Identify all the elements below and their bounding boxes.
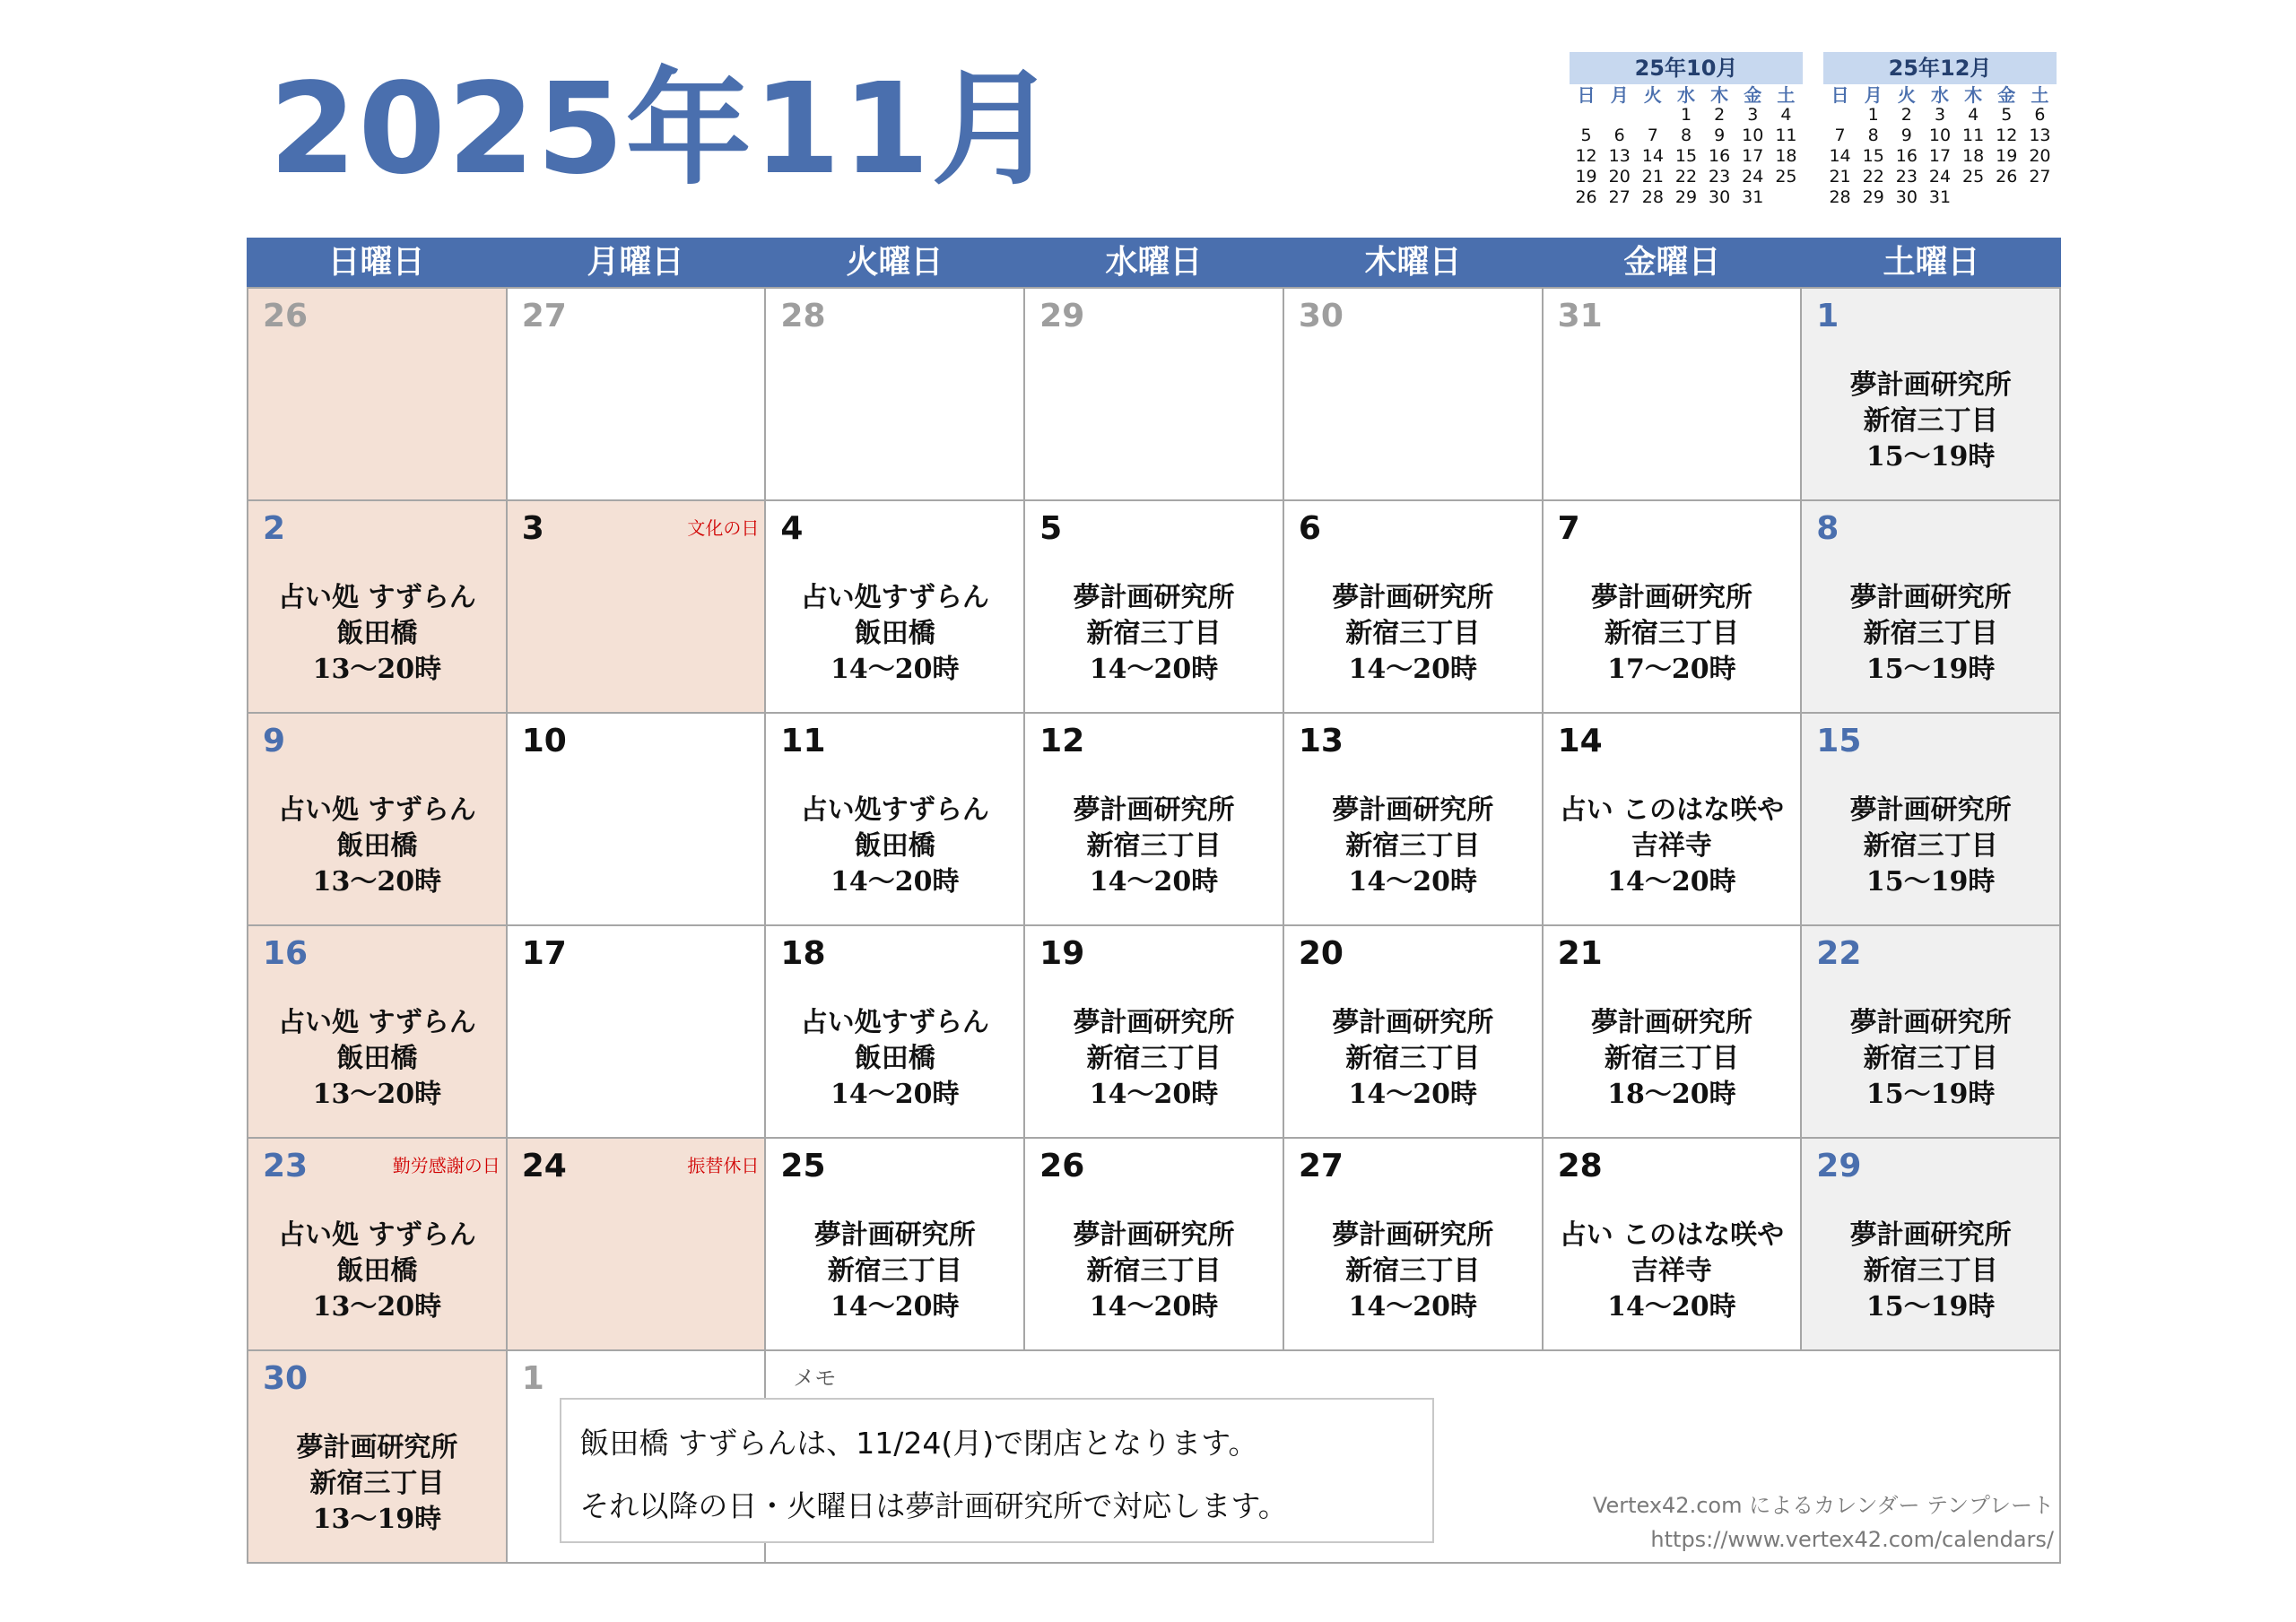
event-line: 14〜20時	[831, 654, 960, 685]
event-text	[248, 1430, 506, 1538]
event-line: 14〜20時	[1089, 1291, 1219, 1323]
day-cell[interactable]	[1802, 289, 2061, 501]
weekday-header: 金曜日	[1623, 244, 1721, 281]
day-number: 16	[263, 935, 309, 972]
credit-line: Vertex42.com によるカレンダー テンプレート	[1592, 1493, 2054, 1518]
mini-day: 23	[1895, 167, 1918, 186]
mini-day: 30	[1709, 187, 1731, 207]
mini-weekday: 土	[2031, 84, 2049, 106]
day-cell[interactable]	[248, 714, 508, 926]
event-line: 飯田橋	[336, 830, 418, 862]
mini-day: 21	[1641, 167, 1664, 186]
event-line: 占い処すずらん	[800, 794, 989, 826]
event-text	[1544, 1005, 1801, 1113]
day-cell[interactable]	[1025, 926, 1284, 1139]
mini-day: 15	[1862, 146, 1884, 166]
day-number: 26	[263, 298, 309, 334]
event-line: 新宿三丁目	[1345, 618, 1481, 649]
mini-day: 9	[1900, 126, 1912, 145]
event-line: 13〜20時	[312, 1079, 442, 1110]
mini-day: 17	[1742, 146, 1764, 166]
mini-day: 3	[1747, 105, 1759, 125]
mini-day: 2	[1714, 105, 1726, 125]
event-line: 新宿三丁目	[1345, 1255, 1481, 1287]
event-line: 15〜19時	[1866, 441, 1996, 473]
event-line: 18〜20時	[1607, 1079, 1736, 1110]
mini-day: 16	[1709, 146, 1731, 166]
event-line: 新宿三丁目	[1863, 830, 1998, 862]
event-line: 13〜20時	[312, 654, 442, 685]
mini-day: 18	[1962, 146, 1985, 166]
event-line: 飯田橋	[336, 1043, 418, 1074]
mini-day: 4	[1968, 105, 1979, 125]
event-text	[1544, 793, 1801, 900]
holiday-label: 勤労感謝の日	[392, 1155, 500, 1176]
mini-day: 5	[1580, 126, 1592, 145]
event-text	[1025, 793, 1283, 900]
day-cell[interactable]	[1544, 714, 1803, 926]
credit	[1593, 1488, 2054, 1557]
mini-day: 2	[1900, 105, 1912, 125]
mini-day: 24	[1742, 167, 1764, 186]
day-cell[interactable]	[1284, 714, 1544, 926]
mini-day	[1957, 187, 1990, 208]
mini-day: 6	[2034, 105, 2046, 125]
mini-day: 8	[1867, 126, 1879, 145]
day-cell[interactable]	[766, 501, 1025, 714]
event-text	[1025, 1005, 1283, 1113]
day-number: 20	[1298, 935, 1344, 972]
day-number: 7	[1557, 510, 1580, 547]
month-calendar	[247, 238, 2061, 1564]
event-line: 14〜20時	[1348, 654, 1477, 685]
weekday-header-row	[247, 238, 2061, 287]
day-number: 26	[1039, 1148, 1085, 1184]
event-line: 夢計画研究所	[1849, 582, 2012, 613]
mini-day: 19	[1996, 146, 2018, 166]
mini-day: 21	[1829, 167, 1851, 186]
day-cell[interactable]	[508, 289, 767, 501]
mini-day: 22	[1674, 167, 1698, 186]
event-line: 14〜20時	[1348, 1079, 1477, 1110]
day-cell[interactable]	[1025, 1139, 1284, 1351]
day-number: 17	[521, 935, 567, 972]
event-line: 15〜19時	[1866, 1079, 1996, 1110]
event-line: 夢計画研究所	[1332, 794, 1494, 826]
event-line: 14〜20時	[831, 1079, 960, 1110]
mini-calendar-october	[1570, 52, 1803, 208]
mini-day: 25	[1775, 167, 1797, 186]
event-line: 新宿三丁目	[1345, 1043, 1481, 1074]
mini-day: 12	[1996, 126, 2018, 145]
memo-line: 飯田橋 すずらんは、11/24(月)で閉店となります。	[579, 1426, 1258, 1461]
event-line: 占い処すずらん	[800, 582, 989, 613]
mini-day: 11	[1775, 126, 1797, 145]
event-text	[1284, 1218, 1542, 1325]
mini-weekday: 金	[1997, 84, 2016, 106]
event-line: 新宿三丁目	[1863, 618, 1998, 649]
mini-weekday: 月	[1864, 84, 1883, 106]
mini-day: 6	[1613, 126, 1625, 145]
day-number: 18	[780, 935, 826, 972]
event-line: 14〜20時	[1089, 654, 1219, 685]
mini-day	[2023, 187, 2057, 208]
mini-day: 25	[1962, 167, 1985, 186]
event-line: 夢計画研究所	[1073, 794, 1235, 826]
day-cell[interactable]	[508, 501, 767, 714]
mini-weekday: 木	[1964, 84, 1983, 106]
mini-day: 27	[2029, 167, 2051, 186]
event-line: 夢計画研究所	[1073, 1007, 1235, 1038]
event-line: 夢計画研究所	[1590, 582, 1752, 613]
day-number: 28	[1557, 1148, 1603, 1184]
day-cell[interactable]	[248, 1139, 508, 1351]
mini-day: 23	[1709, 167, 1731, 186]
event-line: 13〜20時	[312, 866, 442, 898]
mini-day: 19	[1575, 167, 1597, 186]
mini-weekday: 日	[1577, 84, 1596, 106]
event-line: 夢計画研究所	[1073, 582, 1235, 613]
mini-day	[1823, 105, 1857, 126]
memo-label: メモ	[793, 1366, 837, 1391]
calendar-grid	[247, 287, 2061, 1564]
event-text	[1284, 1005, 1542, 1113]
event-line: 夢計画研究所	[1073, 1219, 1235, 1251]
day-number: 21	[1557, 935, 1603, 972]
mini-day: 31	[1928, 187, 1952, 207]
mini-day: 13	[1608, 146, 1631, 166]
day-cell[interactable]	[1544, 289, 1803, 501]
day-cell[interactable]	[1025, 501, 1284, 714]
page-title: 2025年11月	[269, 56, 1059, 203]
event-line: 新宿三丁目	[1863, 1255, 1998, 1287]
day-cell[interactable]	[766, 926, 1025, 1139]
event-line: 新宿三丁目	[1863, 1043, 1998, 1074]
event-text	[1802, 1218, 2059, 1325]
event-line: 占い処 すずらん	[277, 1219, 476, 1251]
mini-day: 28	[1641, 187, 1664, 207]
mini-day	[1570, 105, 1603, 126]
mini-day: 12	[1575, 146, 1597, 166]
event-line: 13〜19時	[312, 1504, 442, 1535]
mini-day: 1	[1680, 105, 1692, 125]
event-line: 新宿三丁目	[1086, 1255, 1222, 1287]
event-line: 占い処 すずらん	[277, 1007, 476, 1038]
event-text	[766, 1005, 1023, 1113]
event-line: 新宿三丁目	[309, 1468, 445, 1499]
mini-day: 29	[1674, 187, 1698, 207]
mini-day	[1990, 187, 2023, 208]
day-cell[interactable]	[1025, 289, 1284, 501]
event-text	[1802, 580, 2059, 688]
day-number: 13	[1298, 723, 1344, 759]
mini-weekday: 金	[1744, 84, 1762, 106]
day-number: 30	[1298, 298, 1344, 334]
event-line: 夢計画研究所	[1590, 1007, 1752, 1038]
day-number: 1	[1816, 298, 1839, 334]
event-line: 飯田橋	[336, 1255, 418, 1287]
day-number: 1	[521, 1360, 544, 1397]
event-line: 夢計画研究所	[1849, 1219, 2012, 1251]
event-line: 夢計画研究所	[1849, 1007, 2012, 1038]
day-number: 22	[1816, 935, 1862, 972]
event-line: 占い このはな咲や	[1559, 1219, 1785, 1251]
mini-day: 10	[1928, 126, 1952, 145]
event-text	[1284, 580, 1542, 688]
event-line: 15〜19時	[1866, 654, 1996, 685]
day-cell[interactable]	[766, 1139, 1025, 1351]
day-cell[interactable]	[248, 289, 508, 501]
day-number: 5	[1039, 510, 1063, 547]
mini-day: 5	[2001, 105, 2013, 125]
mini-weekday: 火	[1643, 84, 1662, 106]
mini-calendar-title: 25年10月	[1570, 52, 1803, 84]
day-cell[interactable]	[1284, 289, 1544, 501]
weekday-header: 土曜日	[1883, 244, 1980, 281]
mini-day	[1636, 105, 1669, 126]
mini-weekday: 木	[1710, 84, 1729, 106]
mini-day: 26	[1575, 187, 1597, 207]
event-text	[1284, 793, 1542, 900]
event-line: 飯田橋	[854, 830, 935, 862]
day-cell[interactable]	[1284, 1139, 1544, 1351]
day-cell[interactable]	[1025, 714, 1284, 926]
day-number: 11	[780, 723, 826, 759]
event-line: 飯田橋	[854, 1043, 935, 1074]
event-line: 吉祥寺	[1631, 830, 1712, 862]
mini-weekday: 月	[1610, 84, 1629, 106]
event-text	[248, 793, 506, 900]
event-line: 14〜20時	[1348, 1291, 1477, 1323]
event-text	[1802, 793, 2059, 900]
mini-day: 17	[1928, 146, 1952, 166]
event-line: 飯田橋	[336, 618, 418, 649]
event-line: 夢計画研究所	[1332, 1219, 1494, 1251]
day-cell[interactable]	[508, 926, 767, 1139]
mini-day: 14	[1641, 146, 1664, 166]
event-line: 新宿三丁目	[1086, 830, 1222, 862]
mini-day: 18	[1775, 146, 1797, 166]
mini-day	[1770, 187, 1803, 208]
day-number: 25	[780, 1148, 826, 1184]
event-line: 14〜20時	[1089, 1079, 1219, 1110]
mini-calendar-title: 25年12月	[1823, 52, 2057, 84]
event-text	[1802, 1005, 2059, 1113]
holiday-label: 文化の日	[687, 517, 760, 539]
day-number: 14	[1557, 723, 1603, 759]
event-line: 14〜20時	[831, 1291, 960, 1323]
day-cell[interactable]	[1284, 501, 1544, 714]
day-cell[interactable]	[248, 501, 508, 714]
day-cell[interactable]	[1802, 501, 2061, 714]
event-line: 新宿三丁目	[1345, 830, 1481, 862]
event-line: 新宿三丁目	[1863, 405, 1998, 437]
day-number: 9	[263, 723, 286, 759]
weekday-header: 水曜日	[1105, 244, 1203, 281]
mini-day: 10	[1742, 126, 1764, 145]
day-number: 28	[780, 298, 826, 334]
event-line: 夢計画研究所	[1849, 794, 2012, 826]
day-number: 23	[263, 1148, 309, 1184]
event-line: 13〜20時	[312, 1291, 442, 1323]
event-line: 新宿三丁目	[1604, 1043, 1739, 1074]
event-line: 夢計画研究所	[1849, 369, 2012, 401]
mini-day: 11	[1962, 126, 1985, 145]
event-line: 占い処 すずらん	[277, 582, 476, 613]
day-cell[interactable]	[766, 289, 1025, 501]
day-cell[interactable]	[1802, 926, 2061, 1139]
memo-line: それ以降の日・火曜日は夢計画研究所で対応します。	[579, 1488, 1288, 1523]
mini-day: 30	[1895, 187, 1918, 207]
holiday-label: 振替休日	[687, 1155, 760, 1176]
day-number: 2	[263, 510, 286, 547]
event-text	[766, 580, 1023, 688]
weekday-header: 木曜日	[1364, 244, 1462, 281]
day-number: 19	[1039, 935, 1085, 972]
event-text	[248, 580, 506, 688]
event-line: 占い処すずらん	[800, 1007, 989, 1038]
day-number: 30	[263, 1360, 309, 1397]
mini-weekday: 水	[1676, 84, 1695, 106]
mini-day: 3	[1934, 105, 1946, 125]
mini-weekday: 火	[1897, 84, 1916, 106]
day-cell[interactable]	[766, 714, 1025, 926]
event-line: 14〜20時	[1607, 1291, 1736, 1323]
event-line: 14〜20時	[1348, 866, 1477, 898]
mini-day: 22	[1862, 167, 1884, 186]
event-text	[248, 1005, 506, 1113]
event-line: 夢計画研究所	[1332, 1007, 1494, 1038]
mini-day: 16	[1895, 146, 1918, 166]
day-number: 4	[780, 510, 804, 547]
mini-day: 1	[1867, 105, 1879, 125]
day-number: 10	[521, 723, 567, 759]
event-line: 14〜20時	[1089, 866, 1219, 898]
day-cell[interactable]	[1802, 1139, 2061, 1351]
mini-day: 29	[1862, 187, 1884, 207]
event-text	[766, 793, 1023, 900]
mini-day: 4	[1780, 105, 1792, 125]
event-line: 新宿三丁目	[1604, 618, 1739, 649]
event-line: 吉祥寺	[1631, 1255, 1712, 1287]
event-text	[1025, 580, 1283, 688]
day-number: 6	[1298, 510, 1321, 547]
day-number: 15	[1816, 723, 1862, 759]
credit-link[interactable]: https://www.vertex42.com/calendars/	[1650, 1527, 2054, 1552]
event-line: 夢計画研究所	[813, 1219, 976, 1251]
event-line: 新宿三丁目	[827, 1255, 962, 1287]
mini-day: 24	[1928, 167, 1952, 186]
mini-calendar-grid	[1570, 84, 1803, 208]
day-number: 29	[1816, 1148, 1862, 1184]
weekday-header: 月曜日	[587, 244, 684, 281]
event-text	[766, 1218, 1023, 1325]
mini-day: 20	[1608, 167, 1631, 186]
day-cell[interactable]	[1544, 1139, 1803, 1351]
day-number: 24	[521, 1148, 567, 1184]
mini-day: 9	[1714, 126, 1726, 145]
event-line: 15〜19時	[1866, 866, 1996, 898]
day-number: 12	[1039, 723, 1085, 759]
mini-day: 7	[1647, 126, 1658, 145]
day-number: 29	[1039, 298, 1085, 334]
day-number: 27	[1298, 1148, 1344, 1184]
mini-calendar-december	[1823, 52, 2057, 208]
day-number: 3	[521, 510, 544, 547]
event-line: 飯田橋	[854, 618, 935, 649]
mini-day: 27	[1608, 187, 1631, 207]
day-cell[interactable]	[248, 926, 508, 1139]
day-cell[interactable]	[508, 1139, 767, 1351]
event-line: 占い このはな咲や	[1559, 794, 1785, 826]
day-number: 31	[1557, 298, 1603, 334]
mini-day: 13	[2029, 126, 2051, 145]
mini-weekday: 日	[1831, 84, 1849, 106]
event-line: 14〜20時	[1607, 866, 1736, 898]
day-cell[interactable]	[1544, 501, 1803, 714]
mini-weekday: 水	[1930, 84, 1949, 106]
event-line: 夢計画研究所	[1332, 582, 1494, 613]
event-line: 占い処 すずらん	[277, 794, 476, 826]
mini-day: 20	[2029, 146, 2051, 166]
event-line: 17〜20時	[1607, 654, 1736, 685]
event-text	[1025, 1218, 1283, 1325]
event-text	[248, 1218, 506, 1325]
event-text	[1544, 580, 1801, 688]
day-cell[interactable]	[248, 1351, 508, 1564]
mini-day	[1603, 105, 1636, 126]
mini-day: 26	[1996, 167, 2018, 186]
day-number: 27	[521, 298, 567, 334]
weekday-header: 日曜日	[327, 244, 425, 281]
day-number: 8	[1816, 510, 1839, 547]
mini-day: 31	[1742, 187, 1764, 207]
mini-weekday: 土	[1777, 84, 1796, 106]
event-line: 新宿三丁目	[1086, 618, 1222, 649]
event-line: 14〜20時	[831, 866, 960, 898]
day-cell[interactable]	[508, 714, 767, 926]
mini-day: 7	[1834, 126, 1846, 145]
day-cell[interactable]	[1284, 926, 1544, 1139]
mini-day: 8	[1680, 126, 1692, 145]
day-cell[interactable]	[1802, 714, 2061, 926]
weekday-header: 火曜日	[846, 244, 944, 281]
event-line: 15〜19時	[1866, 1291, 1996, 1323]
mini-day: 15	[1674, 146, 1698, 166]
mini-calendar-grid	[1823, 84, 2057, 208]
event-line: 夢計画研究所	[296, 1432, 458, 1463]
day-cell[interactable]	[1544, 926, 1803, 1139]
event-line: 新宿三丁目	[1086, 1043, 1222, 1074]
event-text	[1802, 368, 2059, 475]
memo-area	[579, 1351, 2061, 1564]
mini-day: 14	[1829, 146, 1851, 166]
event-text	[1544, 1218, 1801, 1325]
memo-box[interactable]	[560, 1398, 1434, 1543]
mini-day: 28	[1829, 187, 1851, 207]
